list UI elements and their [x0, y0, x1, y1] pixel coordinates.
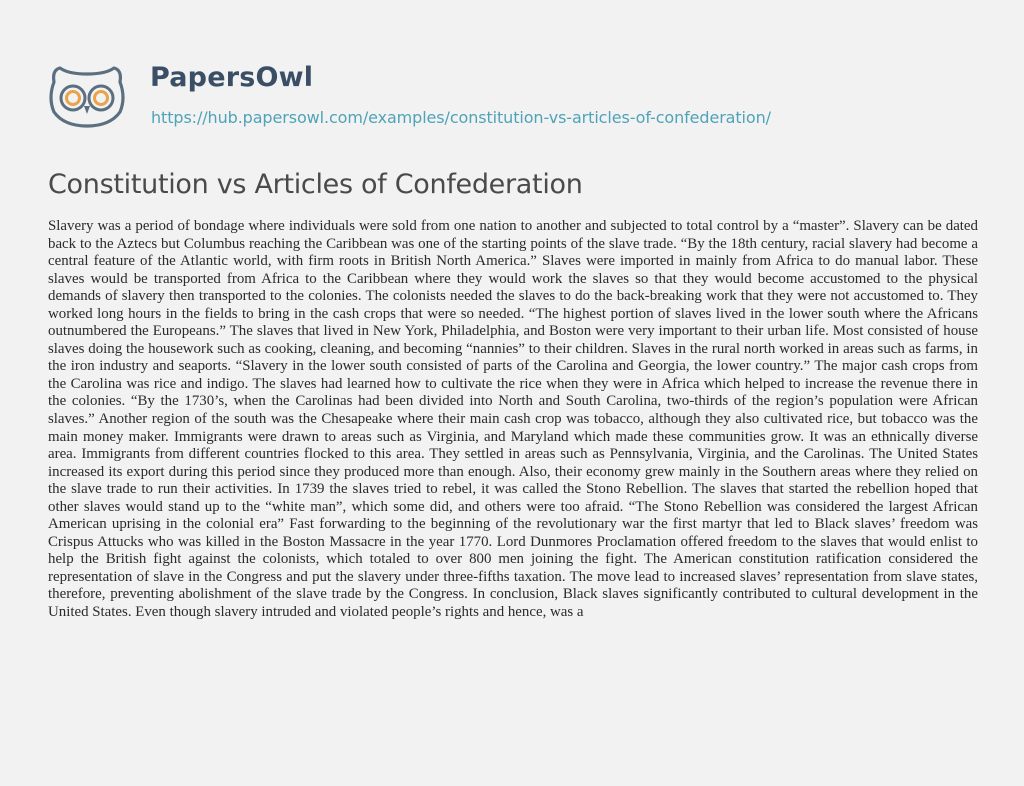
- brand-name[interactable]: PapersOwl: [150, 62, 314, 93]
- page-title: Constitution vs Articles of Confederation: [48, 169, 583, 200]
- owl-logo-icon[interactable]: [48, 64, 126, 128]
- source-url-link[interactable]: https://hub.papersowl.com/examples/constitution-vs-articles-of-confederation/: [151, 108, 771, 127]
- site-header: [48, 62, 948, 132]
- article-body: Slavery was a period of bondage where individuals were sold from one nation to another and subjected to total control by a “master”. Slavery can be dated back to the Aztecs but Columbus reaching the Caribbean was one of the starting points of the slave trade. “By the 18th century, racial slavery had become a central feature of the Atlantic world, with firm roots in British North America.” Slaves were imported in mainly from Africa to do manual labor. These slaves would be transported from Africa to the Caribbean where they would work the slaves so that they would become accustomed to the physical demands of slavery then transported to the colonies. The colonists needed the slaves to do the back-breaking work that they were not accustomed to. They worked long hours in the fields to bring in the cash crops that were so needed. “The highest portion of slaves lived in the lower south where the Africans outnumbered the Europeans.” The slaves that lived in New York, Philadelphia, and Boston were very important to their urban life. Most consisted of house slaves doing the housework such as cooking, cleaning, and becoming “nannies” to their children. Slaves in the rural north worked in areas such as farms, in the iron industry and seaports. “Slavery in the lower south consisted of parts of the Carolina and Georgia, the lower country.” The major cash crops from the Carolina was rice and indigo. The slaves had learned how to cultivate the rice when they were in Africa which helped to increase the revenue there in the colonies. “By the 1730’s, when the Carolinas had been divided into North and South Carolina, two-thirds of the region’s population were African slaves.” Another region of the south was the Chesapeake where their main cash crop was tobacco, although they also cultivated rice, but tobacco was the main money maker. Immigrants were drawn to areas such as Virginia, and Maryland which made these communities grow. It was an ethnically diverse area. Immigrants from different countries flocked to this area. They settled in areas such as Pennsylvania, Virginia, and the Carolinas. The United States increased its export during this period since they produced more than enough. Also, their economy grew mainly in the Southern areas where they relied on the slave trade to run their activities. In 1739 the slaves tried to rebel, it was called the Stono Rebellion. The slaves that started the rebellion hoped that other slaves would stand up to the “white man”, which some did, and others were too afraid. “The Stono Rebellion was considered the largest African American uprising in the colonial era” Fast forwarding to the beginning of the revolutionary war the first martyr that led to Black slaves’ freedom was Crispus Attucks who was killed in the Boston Massacre in the year 1770. Lord Dunmores Proclamation offered freedom to the slaves that would enlist to help the British fight against the colonists, which totaled to over 800 men joining the fight. The American constitution ratification considered the representation of slave in the Congress and put the slavery under three-fifths taxation. The move lead to increased slaves’ representation from slave states, therefore, preventing abolishment of the slave trade by the Congress. In conclusion, Black slaves significantly contributed to cultural development in the United States. Even though slavery intruded and violated people’s rights and hence, was a: [48, 218, 978, 621]
